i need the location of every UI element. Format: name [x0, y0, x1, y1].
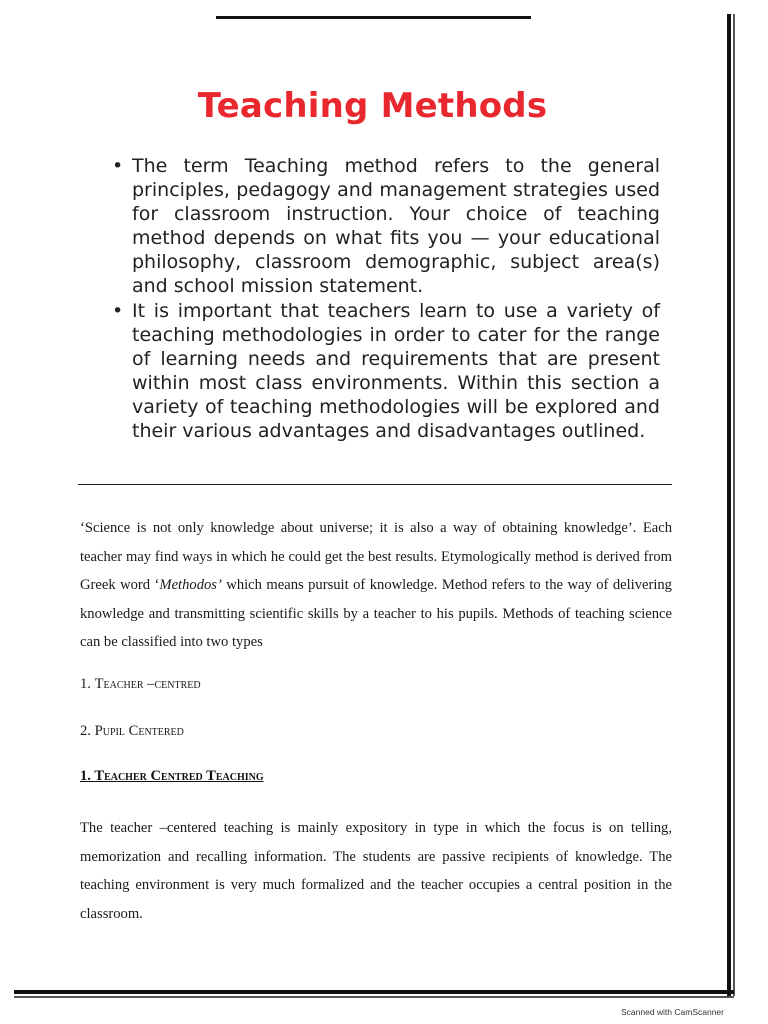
slide-title: Teaching Methods	[197, 86, 548, 126]
type-item-1-label: Teacher –centred	[94, 676, 201, 692]
type-item-2-label: Pupil Centered	[94, 723, 184, 739]
slide-bullet-1: • The term Teaching method refers to the general principles, pedagogy and management strategies used for classroom instruction. Your choice of teaching method depends on what fits you — your educational philosophy, classroom demographic, subject area(s) and school mission statement.	[110, 154, 660, 298]
section-divider	[78, 484, 672, 485]
intro-text-end: which means pursuit of knowledge. Method refers to the way of delivering knowledge and transmitting scientific skills by a teacher to his pupils. Methods of teaching science can be classified into two types	[80, 577, 672, 650]
page-border-bottom	[14, 990, 734, 994]
section-paragraph: The teacher –centered teaching is mainly expository in type in which the focus is on telling, memorization and recalling information. The students are passive recipients of knowledge. The teaching environment is very much formalized and the teacher occupies a central position in the classroom.	[80, 820, 672, 922]
section-heading: 1. Teacher Centred Teaching	[80, 768, 264, 784]
page-border-bottom-shadow	[14, 996, 734, 998]
top-rule	[216, 16, 531, 19]
scanner-watermark: Scanned with CamScanner	[620, 1007, 724, 1017]
page-border-right	[727, 14, 731, 996]
type-item-2	[80, 723, 184, 740]
intro-text-start: ‘Science is not only knowledge about universe; it is also a way of obtaining knowledge’. Each teacher may find ways in which he could get the best results. Etymologically method is derived from Greek word ‘	[80, 520, 672, 593]
type-item-1-number: 1.	[80, 676, 91, 692]
type-item-1	[80, 676, 201, 693]
slide-bullet-2: • It is important that teachers learn to use a variety of teaching methodologies in order to cater for the range of learning needs and requirements that are present within most class environments. Within this section a variety of teaching methodologies will be explored and their various advantages and disadvantages outlined.	[110, 299, 660, 443]
slide-bullet-list	[110, 154, 660, 444]
type-item-2-number: 2.	[80, 723, 91, 739]
intro-italic-term: Methodos’	[159, 577, 222, 593]
page-border-right-shadow	[733, 14, 735, 996]
intro-paragraph	[80, 514, 672, 657]
